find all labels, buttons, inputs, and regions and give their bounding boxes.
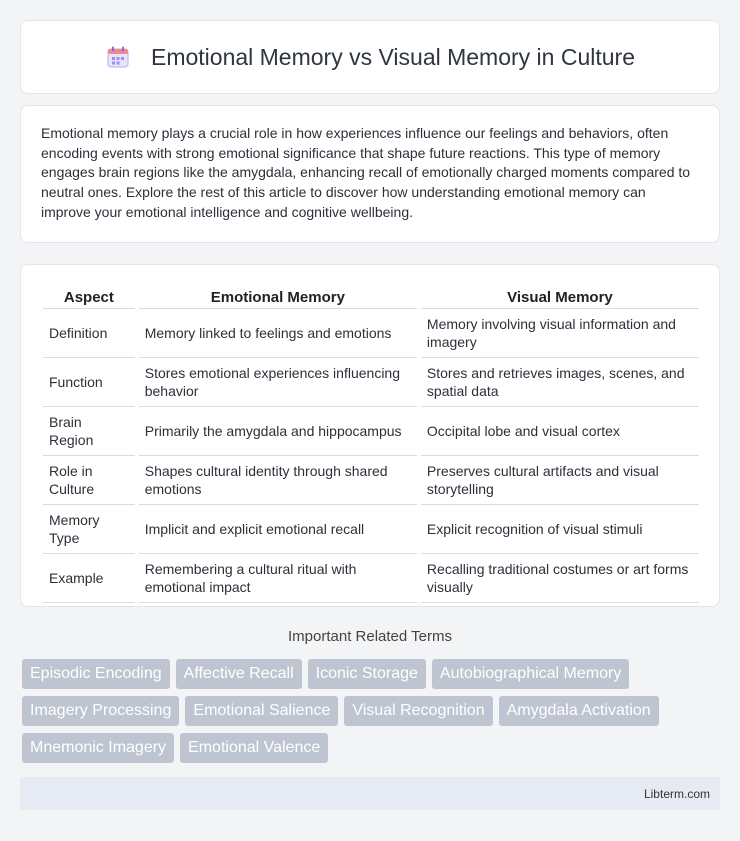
related-terms-list bbox=[22, 659, 722, 763]
related-term-tag[interactable]: Imagery Processing bbox=[22, 696, 179, 726]
table-cell: Role in Culture bbox=[43, 456, 135, 505]
table-cell: Explicit recognition of visual stimuli bbox=[421, 505, 699, 554]
related-term-tag[interactable]: Iconic Storage bbox=[308, 659, 426, 689]
related-term-tag[interactable]: Emotional Salience bbox=[185, 696, 338, 726]
table-cell: Preserves cultural artifacts and visual storytelling bbox=[421, 456, 699, 505]
intro-card bbox=[20, 105, 720, 243]
table-cell: Occipital lobe and visual cortex bbox=[421, 407, 699, 456]
intro-paragraph: Emotional memory plays a crucial role in how experiences influence our feelings and behaviors, often encoding events with strong emotional significance that shape future reactions. This type of memory engages brain regions like the amygdala, enhancing recall of emotionally charged moments compared to neutral ones. Explore the rest of this article to discover how understanding emotional memory can improve your emotional intelligence and cognitive wellbeing. bbox=[41, 125, 691, 220]
table-row bbox=[43, 309, 699, 358]
related-term-tag[interactable]: Affective Recall bbox=[176, 659, 302, 689]
table-cell: Memory linked to feelings and emotions bbox=[139, 309, 417, 358]
related-term-tag[interactable]: Visual Recognition bbox=[344, 696, 492, 726]
related-term-tag[interactable]: Episodic Encoding bbox=[22, 659, 170, 689]
table-row bbox=[43, 554, 699, 603]
table-row bbox=[43, 358, 699, 407]
table-cell: Memory Type bbox=[43, 505, 135, 554]
table-row bbox=[43, 505, 699, 554]
title-card bbox=[20, 20, 720, 94]
table-cell: Brain Region bbox=[43, 407, 135, 456]
comparison-table-card bbox=[20, 264, 720, 607]
table-cell: Function bbox=[43, 358, 135, 407]
header-emotional-memory: Emotional Memory bbox=[139, 283, 417, 309]
comparison-table bbox=[43, 283, 699, 603]
header-aspect: Aspect bbox=[43, 283, 135, 309]
table-cell: Primarily the amygdala and hippocampus bbox=[139, 407, 417, 456]
related-term-tag[interactable]: Emotional Valence bbox=[180, 733, 328, 763]
table-cell: Shapes cultural identity through shared emotions bbox=[139, 456, 417, 505]
table-cell: Implicit and explicit emotional recall bbox=[139, 505, 417, 554]
table-cell: Example bbox=[43, 554, 135, 603]
calendar-icon bbox=[105, 44, 131, 70]
table-cell: Recalling traditional costumes or art forms visually bbox=[421, 554, 699, 603]
related-term-tag[interactable]: Autobiographical Memory bbox=[432, 659, 629, 689]
footer-bar bbox=[20, 777, 720, 810]
footer-site-link[interactable]: Libterm.com bbox=[643, 787, 710, 801]
table-header-row bbox=[43, 283, 699, 309]
table-row bbox=[43, 407, 699, 456]
table-cell: Stores emotional experiences influencing behavior bbox=[139, 358, 417, 407]
related-term-tag[interactable]: Amygdala Activation bbox=[499, 696, 659, 726]
table-row bbox=[43, 456, 699, 505]
related-terms-title: Important Related Terms bbox=[288, 628, 452, 645]
table-cell: Definition bbox=[43, 309, 135, 358]
table-cell: Stores and retrieves images, scenes, and spatial data bbox=[421, 358, 699, 407]
page-title: Emotional Memory vs Visual Memory in Culture bbox=[150, 43, 635, 70]
table-cell: Memory involving visual information and imagery bbox=[421, 309, 699, 358]
table-cell: Remembering a cultural ritual with emotional impact bbox=[139, 554, 417, 603]
header-visual-memory: Visual Memory bbox=[421, 283, 699, 309]
related-term-tag[interactable]: Mnemonic Imagery bbox=[22, 733, 174, 763]
